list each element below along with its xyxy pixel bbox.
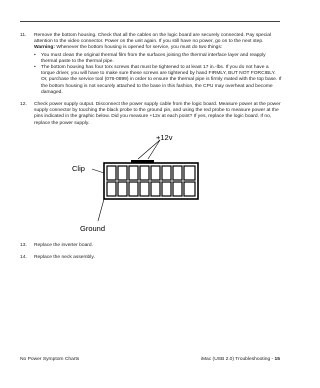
page-body (20, 33, 282, 267)
warning-bullets (34, 53, 282, 96)
lead-line-12v-b (138, 140, 160, 159)
pin (129, 182, 138, 196)
label-ground: Ground (80, 223, 106, 233)
step-13 (20, 243, 282, 249)
step-number: 13. (20, 242, 27, 248)
step-text: Check power supply output. Disconnect the power supply cable from the logic board. Measure power at the power supply connector by touching the black probe to the ground pin, and using the red probe to measure power at the pins indicated in the graphic below. Did you measure +12v at each point? If yes, replace the logic board. If no, replace the power supply. (34, 102, 281, 126)
warning-label: Warning: (34, 45, 56, 51)
step-text: Remove the bottom housing. Check that all the cables on the logic board are securely connected. Pay special attention to the video connector. Power on the unit again. If you still have no power, go on to the next step. (34, 33, 272, 45)
label-clip: Clip (72, 163, 85, 173)
pin (129, 166, 138, 180)
footer-doc-name: iMac (USB 2.0) Troubleshooting - (200, 357, 275, 362)
lead-line-clip (92, 169, 104, 173)
pin (151, 182, 160, 196)
step-text: Replace the inverter board. (34, 242, 93, 248)
pin (118, 182, 127, 196)
step-11 (20, 33, 282, 96)
warning-text: Whenever the bottom housing is opened for service, you must do two things: (55, 45, 223, 51)
pin (184, 182, 195, 196)
step-number: 12. (20, 102, 27, 108)
pin (151, 166, 160, 180)
pin (107, 166, 116, 180)
lead-line-ground (98, 199, 104, 221)
top-rule (20, 21, 280, 22)
step-number: 14. (20, 255, 27, 261)
pin (162, 182, 171, 196)
lead-line-12v-a (148, 140, 160, 159)
step-12 (20, 102, 282, 127)
connector-graphic (20, 133, 282, 237)
power-connector-diagram (20, 133, 282, 237)
pin (173, 182, 182, 196)
pin (107, 182, 116, 196)
footer-section-title: No Power Symptom Charts (20, 357, 80, 362)
pin (140, 166, 149, 180)
step-number: 11. (20, 33, 27, 38)
warning-bullet: • The bottom housing has four torx screws that must be tightened to at least 17 in.-lbs. If you do not have a torque driver, you will have to make sure these screws are tightened by hand FIRMLY, BUT NOT FORCIBLY. Or, purchase the service tool (076-0899) in order to ensure the thermal pipe is firmly mated with the top base. If the bottom housing is not securely attached to the base in this fashion, the CPU may overheat and become damaged. (34, 65, 282, 96)
warning-bullet: • You must clean the original thermal film from the surfaces joining the thermal interface layer and reapply thermal paste to the thermal pipe. (34, 53, 282, 65)
pin (173, 166, 182, 180)
warning (34, 45, 282, 51)
pin (118, 166, 127, 180)
step-text: Replace the neck assembly. (34, 255, 95, 261)
page-number: 15 (274, 357, 280, 362)
label-12v: +12v (156, 132, 173, 142)
pin (184, 166, 195, 180)
pin (162, 166, 171, 180)
pin (140, 182, 149, 196)
page-footer (20, 356, 280, 364)
step-14 (20, 255, 282, 261)
footer-doc-title (201, 356, 280, 364)
